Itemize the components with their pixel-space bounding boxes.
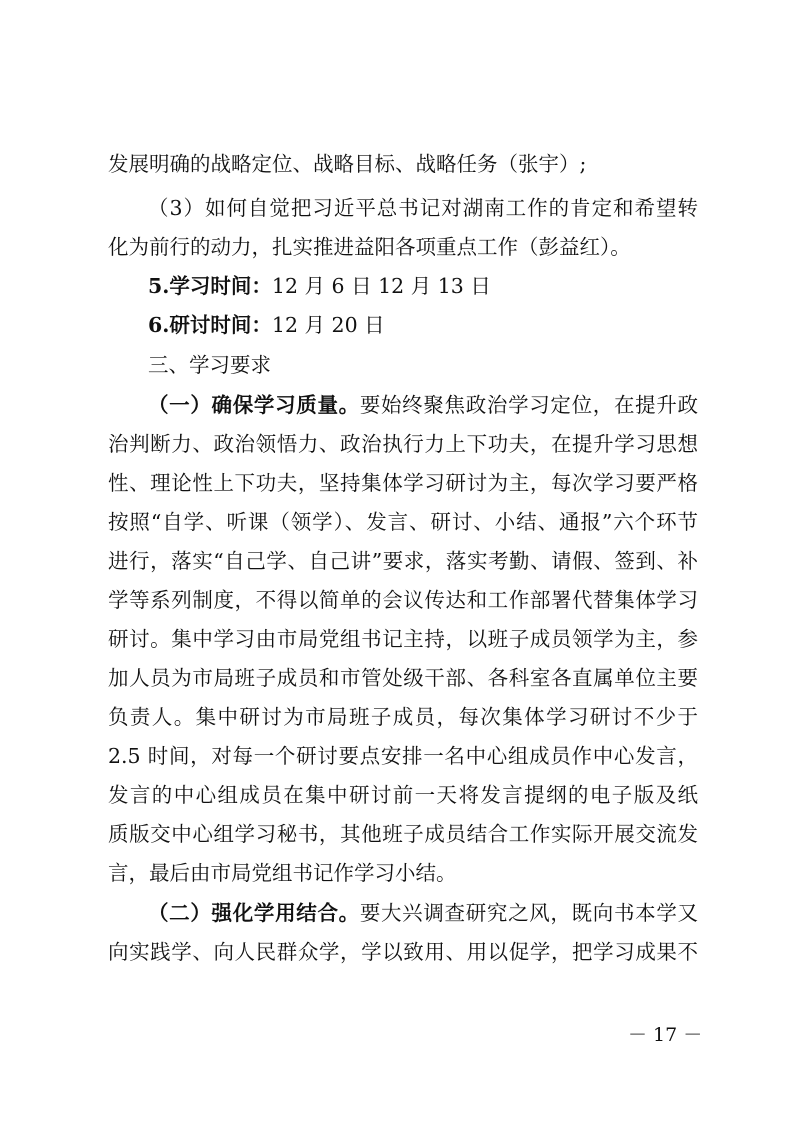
text-line: 按照“自学、听课（领学）、发言、研讨、小结、通报”六个环节 <box>108 510 698 534</box>
text-line: 加人员为市局班子成员和市管处级干部、各科室各直属单位主要 <box>108 666 698 690</box>
text-line: 质版交中心组学习秘书，其他班子成员结合工作实际开展交流发 <box>108 822 698 846</box>
text-line: 化为前行的动力，扎实推进益阳各项重点工作（彭益红）。 <box>108 235 631 259</box>
text-line: 性、理论性上下功夫，坚持集体学习研讨为主，每次学习要严格 <box>108 471 698 495</box>
text-line: 治判断力、政治领悟力、政治执行力上下功夫，在提升学习思想 <box>108 432 698 456</box>
text-line: 言，最后由市局党组书记作学习小结。 <box>108 861 457 885</box>
text-line: 研讨。集中学习由市局党组书记主持，以班子成员领学为主，参 <box>108 627 698 651</box>
text-line: 向实践学、向人民群众学，学以致用、用以促学，把学习成果不 <box>108 940 698 964</box>
discussion-time-line: 6.研讨时间：12 月 20 日 <box>148 313 385 337</box>
section-heading: 三、学习要求 <box>148 353 271 377</box>
text-line: （一）确保学习质量。要始终聚焦政治学习定位，在提升政 <box>148 393 699 417</box>
page-number: － 17 － <box>628 1024 703 1046</box>
text-line: 发言的中心组成员在集中研讨前一天将发言提纲的电子版及纸 <box>108 783 698 807</box>
text-line: 2.5 时间，对每一个研讨要点安排一名中心组成员作中心发言， <box>108 744 698 768</box>
study-time-line: 5.学习时间：12 月 6 日 12 月 13 日 <box>148 274 491 298</box>
text-line: （3）如何自觉把习近平总书记对湖南工作的肯定和希望转 <box>148 196 698 220</box>
text-line: 进行，落实“自己学、自己讲”要求，落实考勤、请假、签到、补 <box>108 549 698 573</box>
text-line: 学等系列制度，不得以简单的会议传达和工作部署代替集体学习 <box>108 588 698 612</box>
text-line: 发展明确的战略定位、战略目标、战略任务（张宇）; <box>108 152 587 176</box>
text-line: 负责人。集中研讨为市局班子成员，每次集体学习研讨不少于 <box>108 705 698 729</box>
text-line: （二）强化学用结合。要大兴调查研究之风，既向书本学又 <box>148 901 699 925</box>
